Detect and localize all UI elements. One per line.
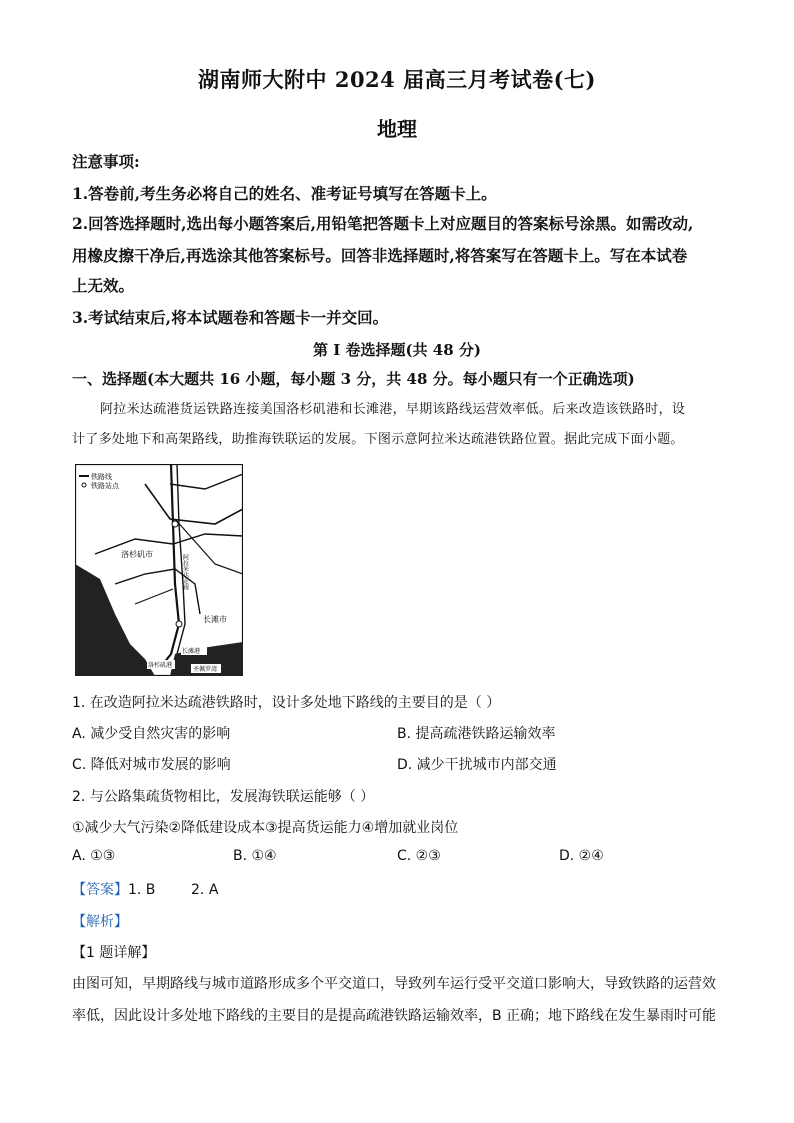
- question-1-option-c[interactable]: C. 降低对城市发展的影响: [72, 757, 231, 773]
- station-icon: [172, 521, 178, 527]
- legend-line-label: 铁路线: [91, 473, 112, 481]
- analysis-line: 率低，因此设计多处地下路线的主要目的是提高疏港铁路运输效率，B 正确；地下路线在发生暴雨时可能: [72, 1008, 717, 1024]
- railway-map: [75, 464, 243, 676]
- question-2-stem: 2. 与公路集疏货物相比，发展海铁联运能够（ ）: [72, 789, 375, 805]
- subject-title: 地理: [377, 117, 417, 141]
- question-2-option-d[interactable]: D. ②④: [559, 848, 604, 864]
- question-2-option-b[interactable]: B. ①④: [233, 848, 277, 864]
- notice-heading: 注意事项:: [72, 152, 140, 171]
- question-2-option-c[interactable]: C. ②③: [397, 848, 441, 864]
- question-1-stem: 1. 在改造阿拉米达疏港铁路时，设计多处地下路线的主要目的是（ ）: [72, 695, 501, 711]
- answer-line: [72, 879, 218, 899]
- question-2-option-a[interactable]: A. ①③: [72, 848, 116, 864]
- notice-item: 用橡皮擦干净后,再选涂其他答案标号。回答非选择题时,将答案写在答题卡上。写在本试卷: [72, 246, 688, 265]
- question-1-option-d[interactable]: D. 减少干扰城市内部交通: [397, 757, 557, 773]
- label-lb: 长滩市: [203, 615, 227, 624]
- notice-item: 上无效。: [72, 276, 135, 295]
- answer-tag: 【答案】: [72, 882, 128, 898]
- section-heading: 一、选择题(本大题共 16 小题，每小题 3 分，共 48 分。每小题只有一个正确选项): [72, 370, 635, 388]
- legend-station-label: 铁路站点: [91, 482, 119, 490]
- passage-line: 阿拉米达疏港货运铁路连接美国洛杉矶港和长滩港，早期该路线运营效率低。后来改造该铁路时，设: [100, 402, 686, 417]
- question-1-option-a[interactable]: A. 减少受自然灾害的影响: [72, 726, 231, 742]
- part-heading: 第 I 卷选择题(共 48 分): [313, 341, 481, 359]
- station-icon: [176, 621, 182, 627]
- analysis-tag: 【解析】: [72, 914, 128, 930]
- analysis-detail-tag: 【1 题详解】: [72, 945, 156, 961]
- label-sea: 圣佩罗湾: [193, 666, 218, 673]
- analysis-line: 由图可知，早期路线与城市道路形成多个平交道口，导致列车运行受平交道口影响大，导致铁路的运营效: [72, 976, 716, 992]
- notice-item: 3.考试结束后,将本试题卷和答题卡一并交回。: [72, 308, 389, 327]
- notice-item: 1.答卷前,考生务必将自己的姓名、准考证号填写在答题卡上。: [72, 184, 497, 203]
- label-port-la: 洛杉矶港: [148, 662, 173, 669]
- label-corridor: 阿拉米达走廊: [181, 554, 189, 590]
- label-la: 洛杉矶市: [121, 550, 153, 559]
- answer-value: 1. B 2. A: [128, 882, 219, 898]
- exam-title: 湖南师大附中 2024 届高三月考试卷(七): [198, 67, 596, 92]
- passage-line: 计了多处地下和高架路线，助推海铁联运的发展。下图示意阿拉米达疏港铁路位置。据此完成下面小题。: [72, 432, 684, 447]
- question-2-sub: ①减少大气污染②降低建设成本③提高货运能力④增加就业岗位: [72, 820, 459, 836]
- notice-item: 2.回答选择题时,选出每小题答案后,用铅笔把答题卡上对应题目的答案标号涂黑。如需改动,: [72, 214, 694, 233]
- label-port-lb: 长滩港: [182, 648, 201, 655]
- question-1-option-b[interactable]: B. 提高疏港铁路运输效率: [397, 726, 556, 742]
